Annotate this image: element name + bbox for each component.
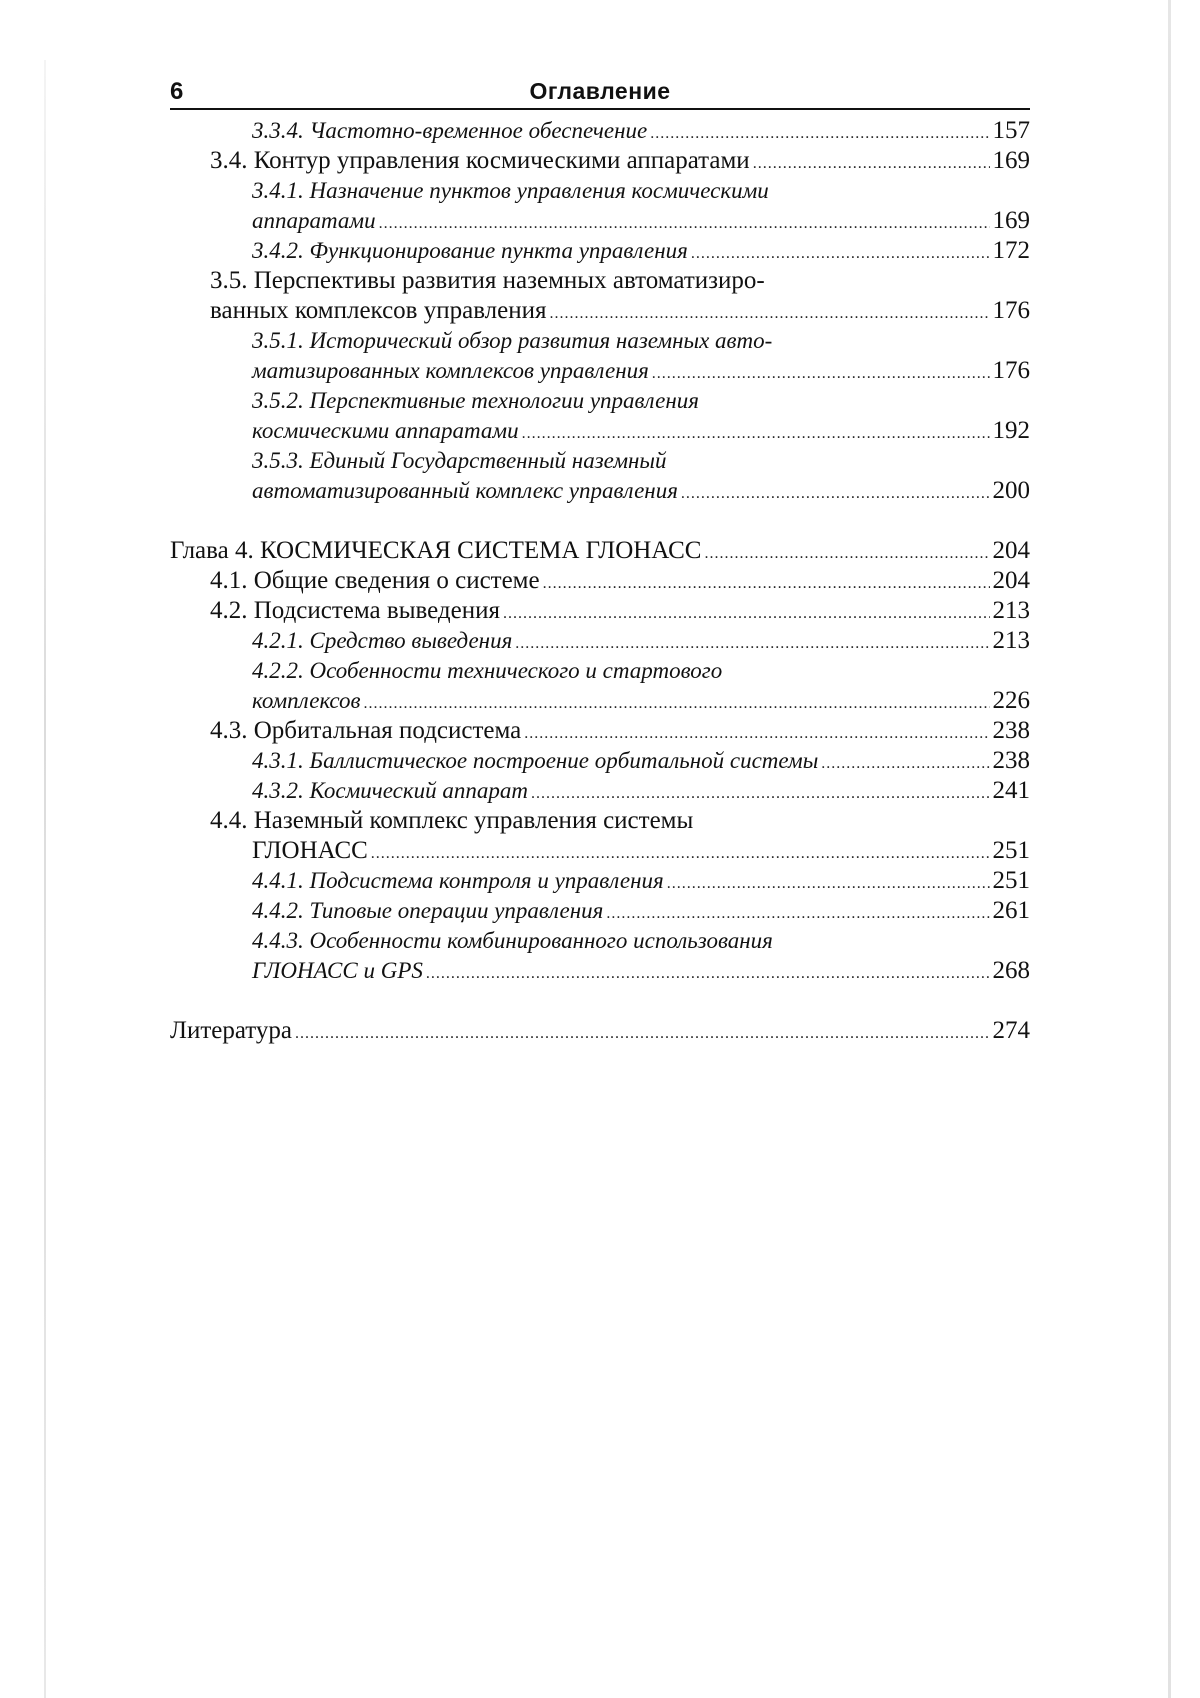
toc-entry-4-2-2[interactable]	[170, 656, 1030, 686]
entry-title: автоматизированный комплекс управления	[252, 478, 678, 503]
entry-title: ГЛОНАСС	[252, 837, 368, 864]
entry-title: матизированных комплексов управления	[252, 358, 649, 383]
page-ref: 261	[992, 897, 1030, 924]
page-ref: 213	[992, 627, 1030, 654]
entry-title: 4.4.2. Типовые операции управления	[252, 898, 604, 923]
entry-title: 4.3. Орбитальная подсистема	[210, 717, 522, 744]
toc-entry-3-5-1-cont[interactable]	[170, 356, 1030, 386]
entry-title: 4.4.3. Особенности комбинированного использования	[252, 928, 773, 953]
page-number: 6	[170, 78, 184, 105]
toc-entry-4-4-2[interactable]	[170, 896, 1030, 926]
entry-title: 4.2.1. Средство выведения	[252, 628, 513, 653]
toc-entry-4-1[interactable]	[170, 566, 1030, 596]
page-ref: 238	[992, 717, 1030, 744]
entry-title: 3.5.2. Перспективные технологии управления	[252, 388, 699, 413]
dot-leader	[606, 899, 989, 929]
page-ref: 274	[992, 1017, 1030, 1044]
dot-leader	[371, 839, 990, 869]
toc-entry-3-5-cont[interactable]	[170, 296, 1030, 326]
dot-leader	[821, 749, 989, 779]
toc-entry-3-5[interactable]	[170, 266, 1030, 296]
entry-title: 3.4.1. Назначение пунктов управления космическими	[252, 178, 769, 203]
page-ref: 238	[992, 747, 1030, 774]
dot-leader	[704, 539, 989, 569]
toc-entry-3-5-3-cont[interactable]	[170, 476, 1030, 506]
dot-leader	[515, 629, 989, 659]
dot-leader	[650, 119, 989, 149]
entry-title: 4.2.2. Особенности технического и стартового	[252, 658, 723, 683]
entry-title: Литература	[170, 1017, 292, 1044]
toc-entry-3-4-1-cont[interactable]	[170, 206, 1030, 236]
dot-leader	[531, 779, 990, 809]
table-of-contents	[170, 116, 1030, 1046]
dot-leader	[503, 599, 990, 629]
toc-entry-3-4-1[interactable]	[170, 176, 1030, 206]
scan-shadow-right	[1168, 0, 1171, 1698]
page-ref: 213	[992, 597, 1030, 624]
page-ref: 268	[992, 957, 1030, 984]
dot-leader	[753, 149, 990, 179]
toc-entry-3-4-2[interactable]	[170, 236, 1030, 266]
page-ref: 192	[992, 417, 1030, 444]
entry-title: 4.4.1. Подсистема контроля и управления	[252, 868, 664, 893]
toc-entry-3-5-1[interactable]	[170, 326, 1030, 356]
toc-entry-3-4[interactable]	[170, 146, 1030, 176]
toc-entry-4-4-cont[interactable]	[170, 836, 1030, 866]
entry-title: комплексов	[252, 688, 361, 713]
toc-entry-4-4-3[interactable]	[170, 926, 1030, 956]
page-ref: 176	[992, 357, 1030, 384]
entry-title: 4.3.2. Космический аппарат	[252, 778, 528, 803]
dot-leader	[681, 479, 990, 509]
entry-title: ГЛОНАСС и GPS	[252, 958, 423, 983]
entry-title: аппаратами	[252, 208, 376, 233]
entry-title: 3.5.1. Исторический обзор развития наземных авто-	[252, 328, 773, 353]
page-ref: 169	[992, 207, 1030, 234]
running-header	[170, 76, 1030, 110]
entry-title: ванных комплексов управления	[210, 297, 547, 324]
toc-entry-4-3-2[interactable]	[170, 776, 1030, 806]
scan-shadow-left	[44, 60, 46, 1698]
entry-title: 3.3.4. Частотно-временное обеспечение	[252, 118, 648, 143]
entry-title: 3.4. Контур управления космическими аппаратами	[210, 147, 750, 174]
entry-title: 3.5.3. Единый Государственный наземный	[252, 448, 667, 473]
section-gap	[170, 986, 1030, 1016]
toc-entry-3-5-2[interactable]	[170, 386, 1030, 416]
dot-leader	[379, 209, 990, 239]
toc-entry-chapter-4[interactable]	[170, 536, 1030, 566]
header-title: Оглавление	[529, 78, 671, 104]
dot-leader	[691, 239, 990, 269]
toc-entry-4-3-1[interactable]	[170, 746, 1030, 776]
dot-leader	[295, 1019, 990, 1049]
dot-leader	[522, 419, 990, 449]
page-ref: 251	[992, 867, 1030, 894]
dot-leader	[524, 719, 989, 749]
toc-entry-4-4-3-cont[interactable]	[170, 956, 1030, 986]
entry-title: космическими аппаратами	[252, 418, 519, 443]
dot-leader	[426, 959, 990, 989]
toc-entry-4-2-1[interactable]	[170, 626, 1030, 656]
entry-title: 3.5. Перспективы развития наземных автоматизиро-	[210, 267, 765, 294]
entry-title: 4.1. Общие сведения о системе	[210, 567, 540, 594]
toc-entry-3-5-2-cont[interactable]	[170, 416, 1030, 446]
page-ref: 172	[992, 237, 1030, 264]
dot-leader	[364, 689, 990, 719]
page-ref: 226	[992, 687, 1030, 714]
entry-title: 3.4.2. Функционирование пункта управления	[252, 238, 688, 263]
entry-title: 4.3.1. Баллистическое построение орбитальной системы	[252, 748, 819, 773]
entry-title: 4.4. Наземный комплекс управления системы	[210, 807, 694, 834]
page-ref: 157	[992, 117, 1030, 144]
page-ref: 169	[992, 147, 1030, 174]
page-ref: 241	[992, 777, 1030, 804]
page-ref: 251	[992, 837, 1030, 864]
entry-title: 4.2. Подсистема выведения	[210, 597, 500, 624]
book-page	[170, 76, 1030, 1046]
toc-entry-4-2[interactable]	[170, 596, 1030, 626]
dot-leader	[550, 299, 990, 329]
dot-leader	[543, 569, 990, 599]
toc-entry-3-3-4[interactable]	[170, 116, 1030, 146]
toc-entry-4-2-2-cont[interactable]	[170, 686, 1030, 716]
page-ref: 176	[992, 297, 1030, 324]
toc-entry-4-4[interactable]	[170, 806, 1030, 836]
toc-entry-3-5-3[interactable]	[170, 446, 1030, 476]
dot-leader	[667, 869, 990, 899]
section-gap	[170, 506, 1030, 536]
page-ref: 204	[992, 537, 1030, 564]
toc-entry-literature[interactable]	[170, 1016, 1030, 1046]
entry-title: Глава 4. КОСМИЧЕСКАЯ СИСТЕМА ГЛОНАСС	[170, 537, 702, 564]
dot-leader	[652, 359, 990, 389]
page-ref: 200	[992, 477, 1030, 504]
toc-entry-4-3[interactable]	[170, 716, 1030, 746]
page-ref: 204	[992, 567, 1030, 594]
toc-entry-4-4-1[interactable]	[170, 866, 1030, 896]
